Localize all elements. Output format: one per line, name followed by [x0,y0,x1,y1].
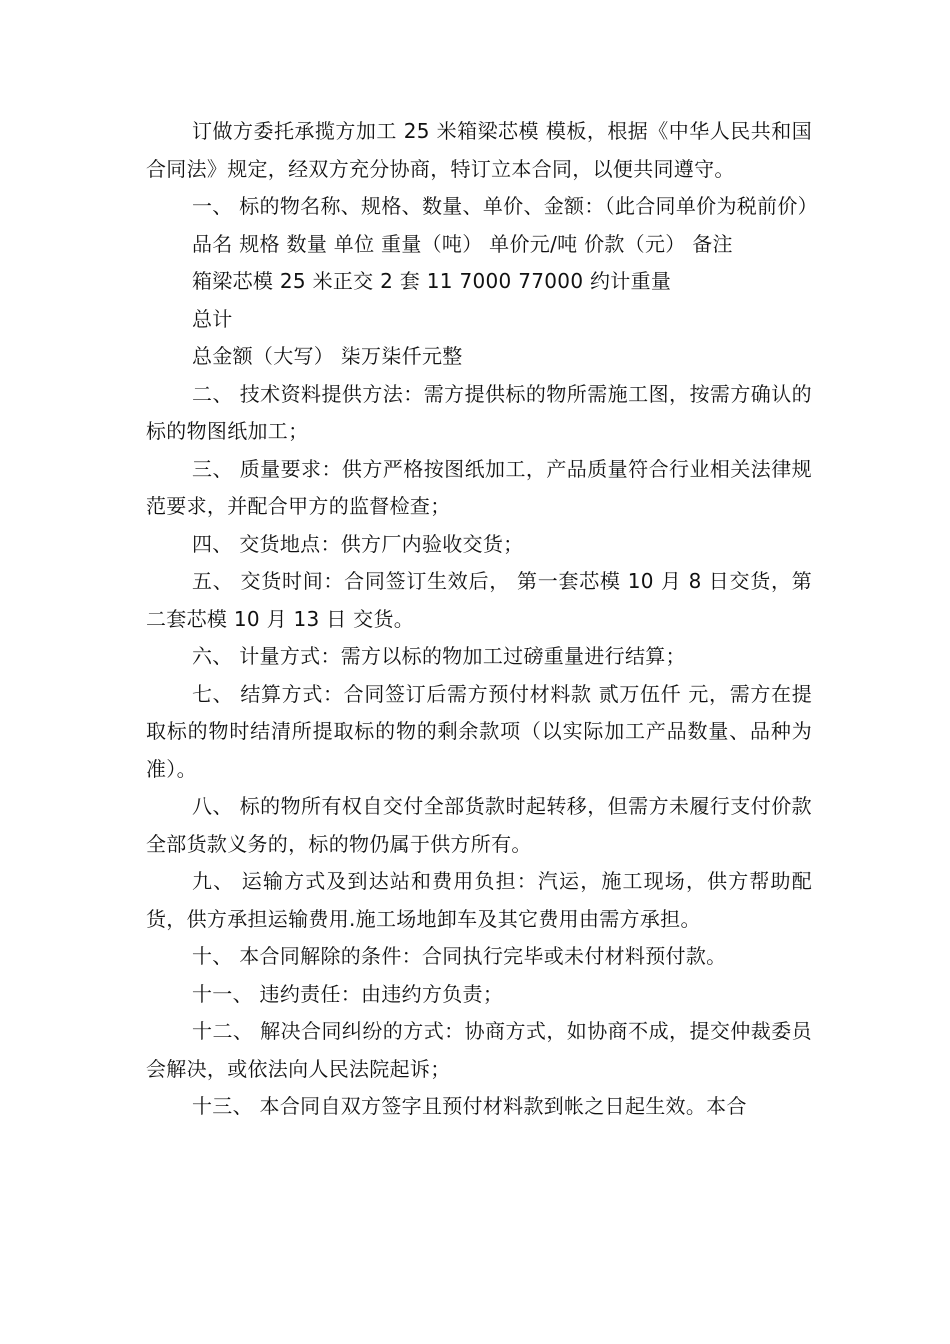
table-total-line: 总计 [192,306,233,331]
paragraph-clause-5: 五、 交货时间：合同签订生效后， 第一套芯模 10 月 8 日交货，第二套芯模 10 月 13 日 交货。 [146,569,812,631]
paragraph-clause-2: 二、 技术资料提供方法：需方提供标的物所需施工图，按需方确认的标的物图纸加工； [146,381,812,443]
paragraph-clause-3: 三、 质量要求：供方严格按图纸加工，产品质量符合行业相关法律规范要求，并配合甲方的监督检查； [146,456,812,518]
paragraph-clause-11: 十一、 违约责任：由违约方负责； [192,981,504,1006]
table-row-line: 箱梁芯模 25 米正交 2 套 11 7000 77000 约计重量 [192,269,672,293]
paragraph-clause-13: 十三、 本合同自双方签字且预付材料款到帐之日起生效。本合 [192,1094,747,1118]
table-header-line: 品名 规格 数量 单位 重量（吨） 单价元/吨 价款（元） 备注 [192,231,733,256]
paragraph-clause-7: 七、 结算方式：合同签订后需方预付材料款 贰万伍仟 元，需方在提取标的物时结清所提取标的物的剩余款项（以实际加工产品数量、品种为准）。 [146,681,812,781]
paragraph-clause-12: 十二、 解决合同纠纷的方式：协商方式，如协商不成，提交仲裁委员会解决，或依法向人民法院起诉； [146,1019,812,1081]
contract-body [146,113,818,1126]
total-amount-line: 总金额（大写） 柒万柒仟元整 [192,344,463,368]
paragraph-clause-4: 四、 交货地点：供方厂内验收交货； [192,531,524,556]
paragraph-clause-1: 一、 标的物名称、规格、数量、单价、金额：（此合同单价为税前价） [192,194,818,218]
paragraph-clause-6: 六、 计量方式：需方以标的物加工过磅重量进行结算； [192,644,686,668]
paragraph-intro: 订做方委托承揽方加工 25 米箱梁芯模 模板，根据《中华人民共和国合同法》规定，经双方充分协商，特订立本合同，以便共同遵守。 [146,119,812,181]
paragraph-clause-10: 十、 本合同解除的条件：合同执行完毕或未付材料预付款。 [192,944,727,968]
paragraph-clause-9: 九、 运输方式及到达站和费用负担：汽运，施工现场，供方帮助配货，供方承担运输费用.施工场地卸车及其它费用由需方承担。 [146,869,812,931]
paragraph-clause-8: 八、 标的物所有权自交付全部货款时起转移，但需方未履行支付价款全部货款义务的，标的物仍属于供方所有。 [146,794,812,856]
